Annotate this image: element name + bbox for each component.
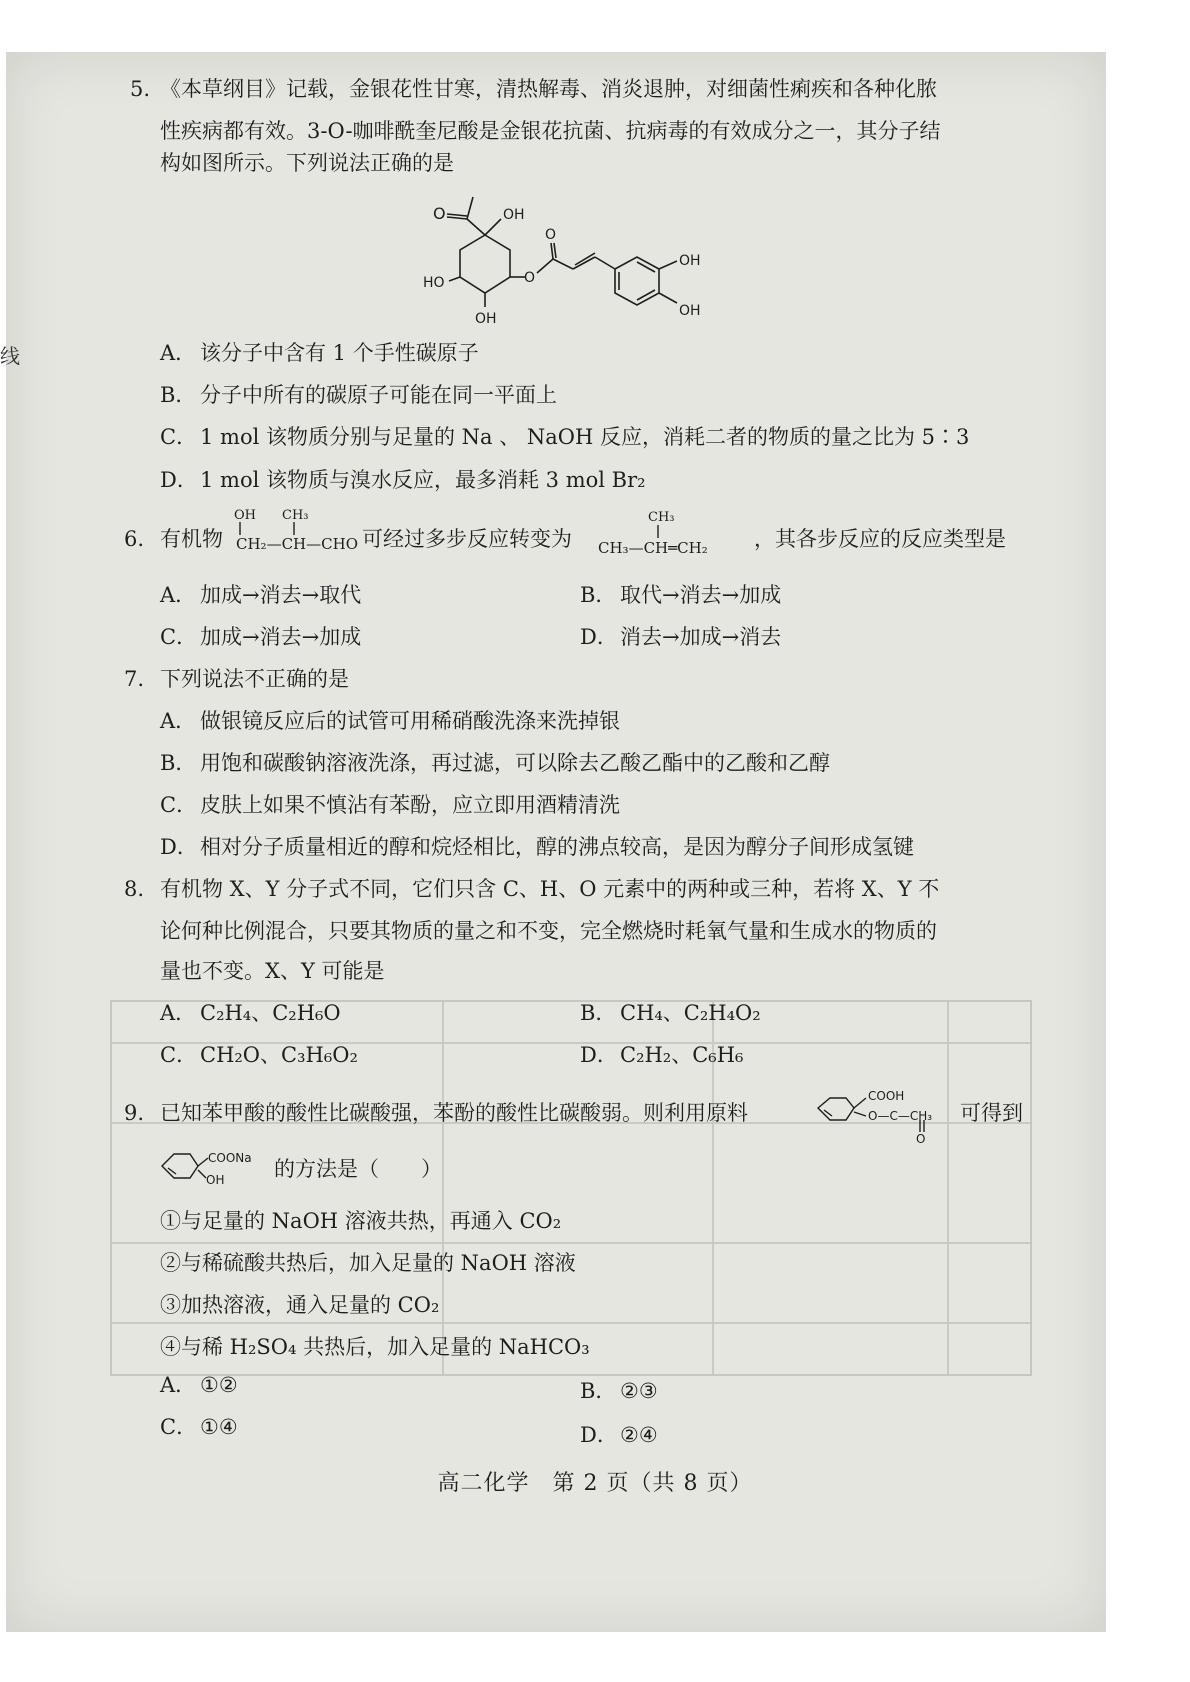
question-number: 5. [130,77,151,101]
ester-o-label: O [524,270,536,286]
formula-main: CH₂—CH—CHO [236,535,358,553]
question-text: ，其各步反应的反应类型是 [754,527,1006,551]
formula-ch3: CH₃ [648,510,675,525]
question-text: 有机物 X、Y 分子式不同，它们只含 C、H、O 元素中的两种或三种，若将 X、Y 不 [160,877,940,901]
option-c [160,422,969,452]
option-label: D． [580,1043,618,1067]
option-label: B． [580,1001,617,1025]
option-b [160,748,830,778]
oh-label: OH [475,311,497,327]
option-a [160,580,361,610]
option-label: A． [160,341,197,365]
option-text: 该分子中含有 1 个手性碳原子 [200,341,479,365]
option-text: C₂H₄、C₂H₆O [200,1001,341,1025]
question-number: 6. [124,527,145,551]
option-text: 加成→消去→取代 [200,583,362,607]
option-a [160,1370,238,1400]
option-text: 加成→消去→加成 [200,625,362,649]
cooh-label: COOH [868,1089,905,1103]
oh-label: OH [503,207,525,223]
question-text: 可得到 [960,1101,1023,1125]
question-text: 量也不变。X、Y 可能是 [160,959,385,983]
option-text: 1 mol 该物质分别与足量的 Na 、 NaOH 反应，消耗二者的物质的量之比为 5∶3 [200,425,970,449]
question-text: 有机物 [160,527,223,551]
option-label: C． [160,425,198,449]
option-label: D． [580,1423,618,1447]
option-a [160,998,341,1028]
formula-oh: OH [234,508,256,523]
oh-label: OH [679,303,701,319]
oh-label: OH [206,1173,225,1187]
acetylsalicylic-acid-structure [812,1080,962,1146]
question-text: 论何种比例混合，只要其物质的量之和不变，完全燃烧时耗氧气量和生成水的物质的 [160,919,937,943]
question-text: 的方法是（ ） [274,1157,442,1181]
question-number: 7. [124,667,145,691]
option-label: C． [160,625,198,649]
option-label: C． [160,1043,198,1067]
coona-label: COONa [208,1151,252,1165]
option-label: B． [580,1379,617,1403]
option-d [580,1040,743,1070]
option-text: ①② [200,1373,238,1397]
option-d [580,622,781,652]
option-d [160,465,646,495]
option-text: ①④ [200,1415,238,1439]
carbonyl-o-label: O [545,227,557,243]
option-label: A． [160,1001,197,1025]
option-c [160,622,361,652]
question-text: 已知苯甲酸的酸性比碳酸强，苯酚的酸性比碳酸弱。则利用原料 [160,1101,748,1125]
option-label: A． [160,1373,197,1397]
option-text: 相对分子质量相近的醇和烷烃相比，醇的沸点较高，是因为醇分子间形成氢键 [200,835,914,859]
formula-ch3: CH₃ [282,508,309,523]
option-text: 取代→消去→加成 [620,583,782,607]
formula-main: CH₃—CH═CH₂ [598,539,708,557]
option-c [160,790,620,820]
option-text: C₂H₂、C₆H₆ [620,1043,744,1067]
option-text: 1 mol 该物质与溴水反应，最多消耗 3 mol Br₂ [200,468,646,492]
carbonyl-o-label: O [433,204,446,223]
caffeoylquinic-acid-structure [415,185,735,335]
method-2: ②与稀硫酸共热后，加入足量的 NaOH 溶液 [160,1251,576,1275]
option-text: CH₂O、C₃H₆O₂ [200,1043,358,1067]
option-a [160,706,620,736]
option-a [160,338,479,368]
question-text: 《本草纲目》记载，金银花性甘寒，清热解毒、消炎退肿，对细菌性痢疾和各种化脓 [160,77,937,101]
question-text: 构如图所示。下列说法正确的是 [160,151,454,175]
option-label: D． [160,835,198,859]
option-label: D． [160,468,198,492]
question-text: 下列说法不正确的是 [160,667,349,691]
option-label: B． [580,583,617,607]
option-c [160,1412,238,1442]
option-label: C． [160,793,198,817]
question-text: 性疾病都有效。3-O-咖啡酰奎尼酸是金银花抗菌、抗病毒的有效成分之一，其分子结 [160,119,941,143]
option-label: A． [160,709,197,733]
option-text: ②③ [620,1379,658,1403]
option-label: C． [160,1415,198,1439]
option-text: 做银镜反应后的试管可用稀硝酸洗涤来洗掉银 [200,709,620,733]
formula-bond [652,525,664,539]
option-b [580,1376,658,1406]
page-footer: 高二化学 第 2 页（共 8 页） [437,1471,753,1496]
method-4: ④与稀 H₂SO₄ 共热后，加入足量的 NaHCO₃ [160,1335,590,1359]
option-label: B． [160,751,197,775]
method-3: ③加热溶液，通入足量的 CO₂ [160,1293,440,1317]
option-text: ②④ [620,1423,658,1447]
ho-label: HO [423,275,445,291]
option-label: A． [160,583,197,607]
option-text: 分子中所有的碳原子可能在同一平面上 [200,383,557,407]
question-number: 9. [124,1101,145,1125]
option-b [580,998,761,1028]
sodium-salicylate-structure [158,1142,270,1190]
option-text: CH₄、C₂H₄O₂ [620,1001,761,1025]
binding-margin-mark: 线 [0,344,20,368]
oh-label: OH [679,253,701,269]
option-label: D． [580,625,618,649]
carbonyl-o-label: O [916,1132,926,1146]
option-c [160,1040,358,1070]
option-text: 皮肤上如果不慎沾有苯酚，应立即用酒精清洗 [200,793,620,817]
question-text: 可经过多步反应转变为 [362,527,572,551]
option-d [580,1420,658,1450]
option-d [160,832,914,862]
option-text: 用饱和碳酸钠溶液洗涤，再过滤，可以除去乙酸乙酯中的乙酸和乙醇 [200,751,830,775]
method-1: ①与足量的 NaOH 溶液共热，再通入 CO₂ [160,1209,562,1233]
question-number: 8. [124,877,145,901]
option-b [160,380,557,410]
option-b [580,580,781,610]
option-label: B． [160,383,197,407]
ester-chain-label: O—C—CH₃ [868,1109,933,1123]
option-text: 消去→加成→消去 [620,625,782,649]
